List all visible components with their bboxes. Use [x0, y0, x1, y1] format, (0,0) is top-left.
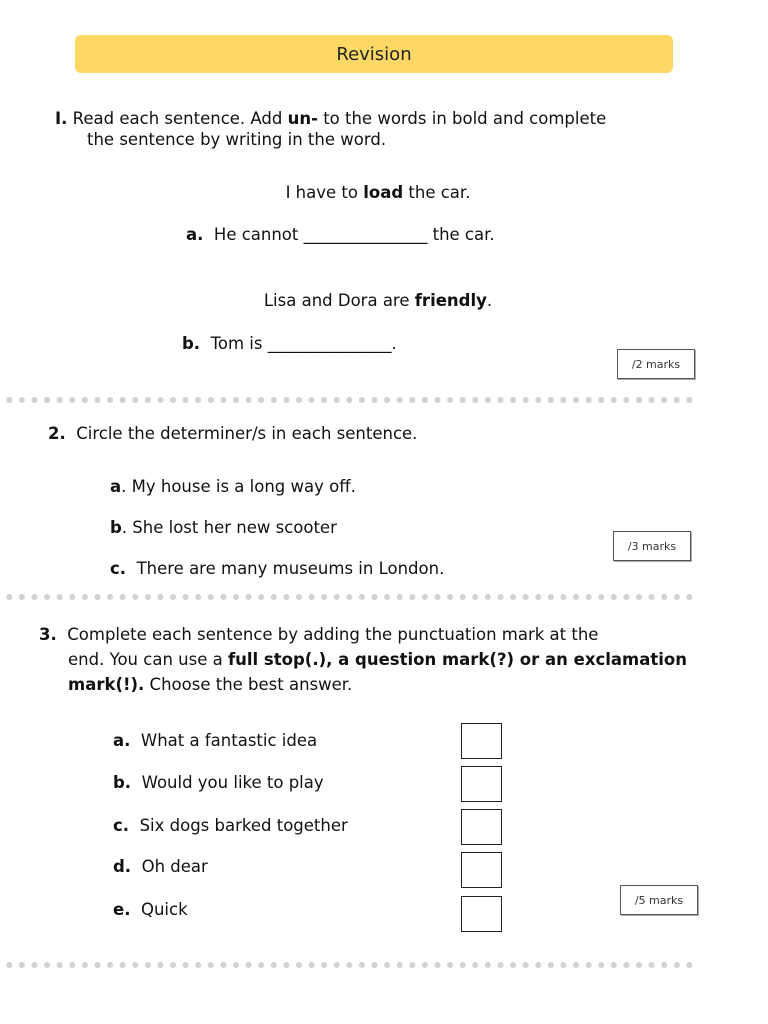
page-title	[75, 35, 673, 73]
item-label: b	[110, 518, 122, 537]
title-text: Revision	[336, 43, 412, 65]
q1-example-1	[0, 183, 756, 202]
q2-number: 2.	[48, 424, 66, 443]
item-label: c.	[110, 559, 127, 578]
item-text: . My house is a long way off.	[121, 477, 356, 496]
item-label: b.	[113, 773, 132, 792]
q1-item-b	[182, 334, 397, 353]
q3-instruction-line2	[68, 650, 687, 669]
item-text[interactable]: He cannot _______________ the car.	[213, 225, 495, 244]
q3-text: end. You can use a	[68, 650, 228, 669]
q1-example-bold-word: load	[363, 183, 404, 202]
section-divider	[3, 962, 693, 968]
q3-item-c	[113, 816, 348, 835]
item-text: Quick	[140, 900, 188, 919]
q2-item-a[interactable]	[110, 477, 356, 496]
q1-example-bold-word: friendly	[414, 291, 487, 310]
q3-item-e	[113, 900, 188, 919]
q3-bold-text: mark(!).	[68, 675, 145, 694]
q1-instruction-line2: the sentence by writing in the word.	[87, 130, 387, 149]
q1-example-2	[0, 291, 756, 310]
q1-example-text: the car.	[403, 183, 471, 202]
item-text: Six dogs barked together	[139, 816, 348, 835]
answer-box-d[interactable]	[461, 852, 502, 888]
q1-bold-prefix: un-	[287, 109, 318, 128]
item-label: a.	[113, 731, 131, 750]
q3-item-d	[113, 857, 208, 876]
q3-bold-text: full stop(.), a question mark(?) or an exclamation	[227, 650, 688, 669]
q3-instruction-line1	[39, 625, 598, 644]
item-label: a.	[186, 225, 204, 244]
item-text: Would you like to play	[141, 773, 324, 792]
section-divider	[3, 594, 693, 600]
q1-example-text: Lisa and Dora are	[263, 291, 415, 310]
answer-box-c[interactable]	[461, 809, 502, 845]
q1-item-a	[186, 225, 495, 244]
q1-marks-box: /2 marks	[617, 349, 695, 379]
item-text: There are many museums in London.	[136, 559, 445, 578]
q1-text-part: Read each sentence. Add	[72, 109, 288, 128]
item-text: Oh dear	[141, 857, 208, 876]
item-text[interactable]: Tom is _______________.	[210, 334, 397, 353]
q3-item-b	[113, 773, 324, 792]
item-label: e.	[113, 900, 131, 919]
q2-item-c[interactable]	[110, 559, 444, 578]
item-label: a	[110, 477, 122, 496]
q3-number: 3.	[39, 625, 57, 644]
answer-box-a[interactable]	[461, 723, 502, 759]
item-text: . She lost her new scooter	[121, 518, 337, 537]
item-label: d.	[113, 857, 132, 876]
section-divider	[3, 397, 693, 403]
q3-marks-box: /5 marks	[620, 885, 698, 915]
q1-instruction-line1	[55, 109, 606, 128]
q1-text-part: to the words in bold and complete	[317, 109, 607, 128]
answer-box-e[interactable]	[461, 896, 502, 932]
q1-example-text: I have to	[285, 183, 364, 202]
item-label: c.	[113, 816, 130, 835]
q2-item-b[interactable]	[110, 518, 337, 537]
q2-marks-box: /3 marks	[613, 531, 691, 561]
q1-example-text: .	[486, 291, 493, 310]
q3-text: Choose the best answer.	[144, 675, 353, 694]
q2-text: Circle the determiner/s in each sentence.	[76, 424, 418, 443]
q2-instruction	[48, 424, 417, 443]
item-label: b.	[182, 334, 201, 353]
item-text: What a fantastic idea	[140, 731, 318, 750]
q3-instruction-line3	[68, 675, 352, 694]
q1-number: I.	[55, 109, 68, 128]
q3-item-a	[113, 731, 317, 750]
q3-text: Complete each sentence by adding the punctuation mark at the	[67, 625, 599, 644]
answer-box-b[interactable]	[461, 766, 502, 802]
